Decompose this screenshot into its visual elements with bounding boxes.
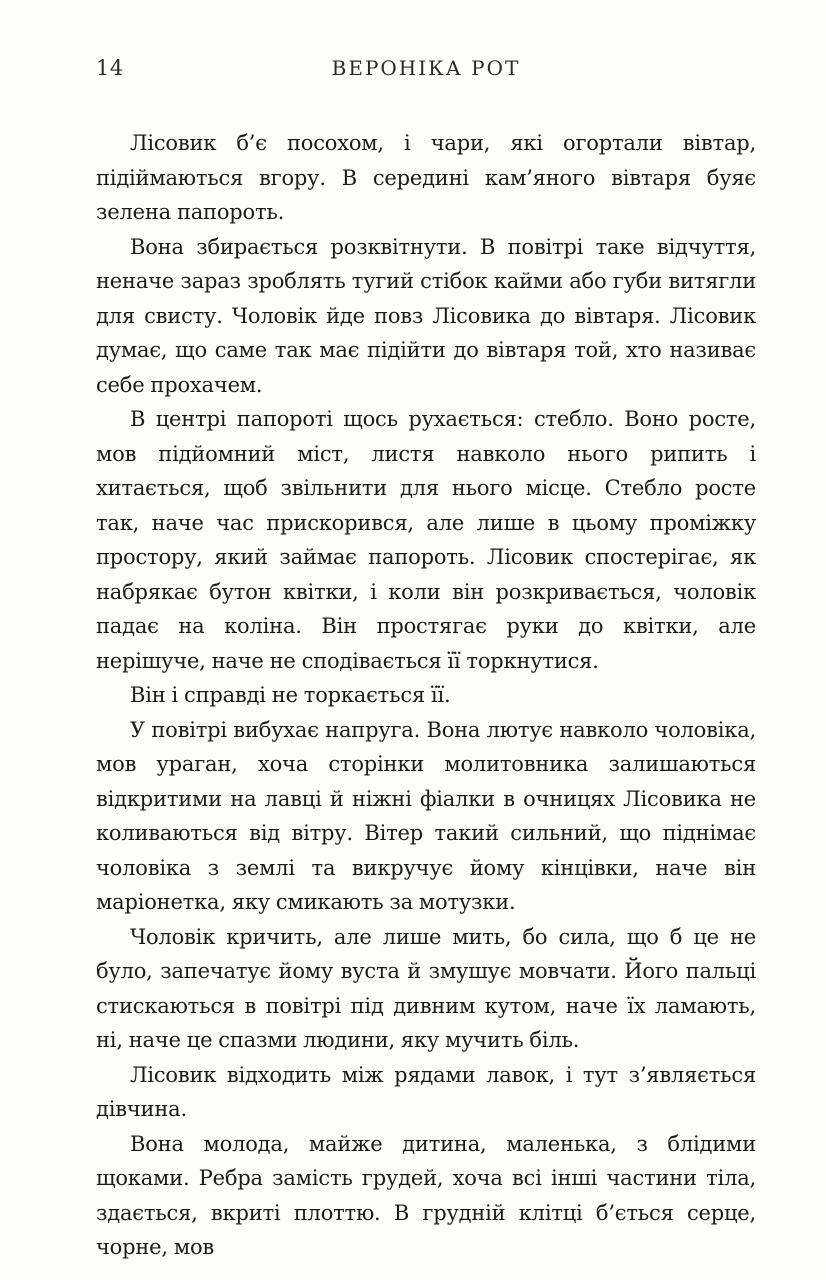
running-title: ВЕРОНІКА РОТ (331, 56, 521, 80)
paragraph: В центрі папороті щось рухається: стебло. Воно росте, мов підйомний міст, листя навколо нього рипить і хитається, щоб звільнити для нього місце. Стебло росте так, наче час прискорився, але лише в цьому проміжку простору, який займає папороть. Лісовик спостерігає, як набрякає бутон квітки, і коли він розкривається, чоловік падає на коліна. Він простягає руки до квітки, але нерішуче, наче не сподівається її торкнутися. (96, 407, 756, 673)
paragraph: Вона молода, майже дитина, маленька, з блідими щоками. Ребра замість грудей, хоча всі інші частини тіла, здається, вкриті плоттю. В грудній клітці б’ється серце, чорне, мов (96, 1131, 756, 1259)
paragraph: У повітрі вибухає напруга. Вона лютує навколо чоловіка, мов ураган, хоча сторінки молитовника залишаються відкритими на лавці й ніжні фіалки в очницях Лісовика не коливаються від вітру. Вітер такий сильний, що піднімає чоловіка з землі та викручує йому кінцівки, наче він маріонетка, яку смикають за мотузки. (96, 717, 756, 914)
paragraph: Лісовик відходить між рядами лавок, і тут з’являється дівчина. (96, 1062, 756, 1121)
running-header (96, 52, 756, 88)
page-number: 14 (96, 56, 124, 80)
paragraph: Вона збирається розквітнути. В повітрі таке відчуття, неначе зараз зроблять тугий стібок кайми або губи витягли для свисту. Чоловік йде повз Лісовика до вівтаря. Лісовик думає, що саме так має підійти до вівтаря той, хто називає себе прохачем. (96, 234, 756, 397)
body-text (96, 126, 756, 1265)
paragraph: Лісовик б’є посохом, і чари, які огортали вівтар, підіймаються вгору. В середині кам’яного вівтаря буяє зелена папороть. (96, 131, 756, 224)
paragraph: Чоловік кричить, але лише мить, бо сила, що б це не було, запечатує йому вуста й змушує мовчати. Його пальці стискаються в повітрі під дивним кутом, наче їх ламають, ні, наче це спазми людини, яку мучить біль. (96, 924, 756, 1052)
paragraph: Він і справді не торкається її. (130, 683, 451, 707)
